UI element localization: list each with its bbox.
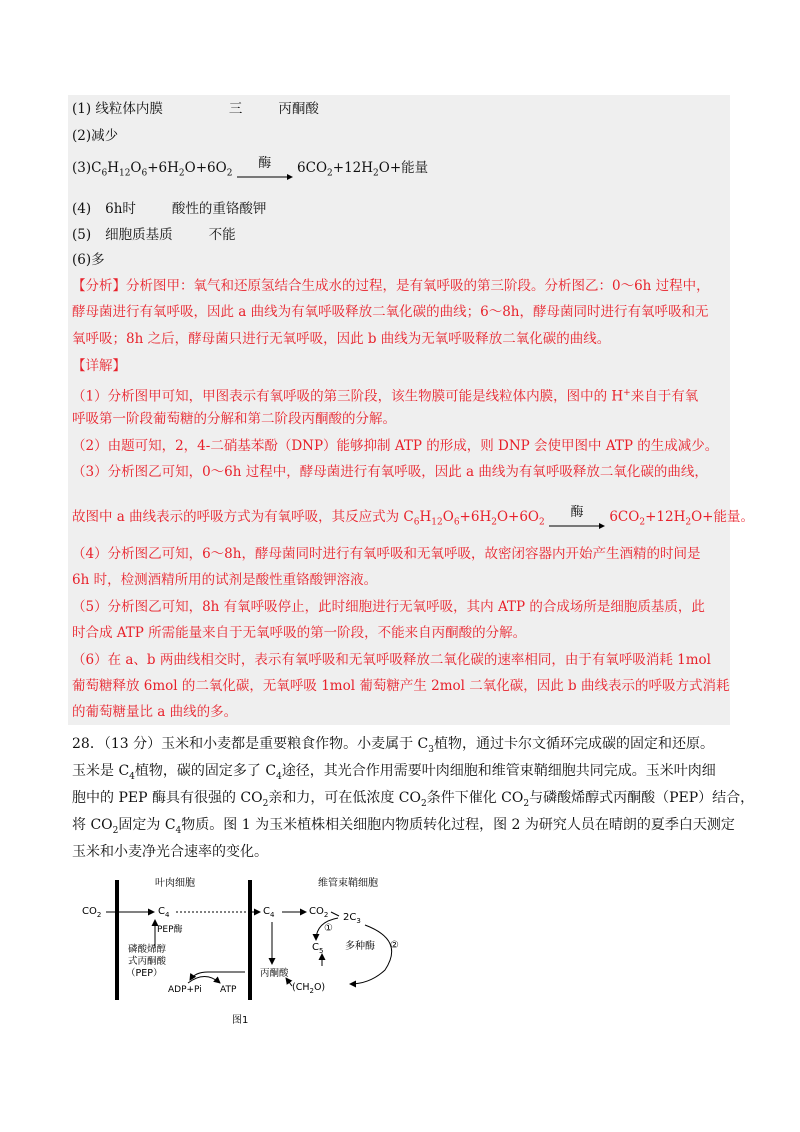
atp-label: ATP bbox=[220, 985, 237, 995]
detail-6c: 的葡萄糖量比 a 曲线的多。 bbox=[72, 704, 238, 720]
figure-caption: 图1 bbox=[232, 1015, 249, 1026]
mesophyll-cell-label: 叶肉细胞 bbox=[155, 878, 195, 889]
multi-enzyme-label: 多种酶 bbox=[345, 941, 375, 952]
detail-1a: （1）分析图甲可知，甲图表示有氧呼吸的第三阶段，该生物膜可能是线粒体内膜，图中的 H+来自于有氧 bbox=[72, 388, 699, 405]
reaction-arrow: 酶 bbox=[549, 513, 605, 533]
detail-2: （2）由题可知，2，4-二硝基苯酚（DNP）能够抑制 ATP 的形成，则 DNP 会使甲图中 ATP 的生成减少。 bbox=[72, 438, 719, 454]
pep-label-line-2: 式丙酮酸 bbox=[128, 956, 167, 967]
answer-3: $(3)C_6H_{12}O_6+6H_2O+6O_2$ 酶 $6CO_2+12H_2O+$能量 bbox=[72, 158, 428, 184]
analysis-heading: 【分析】 bbox=[72, 278, 126, 294]
question-line-2: 玉米是 $C_4$植物，碳的固定多了 $C_4$途径，其光合作用需要叶肉细胞和维管束鞘细胞共同完成。玉米叶肉细 bbox=[72, 763, 716, 782]
detail-5a: （5）分析图乙可知，8h 有氧呼吸停止，此时细胞进行无氧呼吸，其内 ATP 的合成场所是细胞质基质，此 bbox=[72, 599, 705, 615]
adp-label: ADP+Pi bbox=[168, 985, 202, 995]
detail-3b: 故图中 a 曲线表示的呼吸方式为有氧呼吸，其反应式为 $C_6H_{12}O_6+6H_2O+6O_2$ 酶 $6CO_2+12H_2O+$能量。 bbox=[72, 507, 754, 533]
c4-left-label: $C_4$ bbox=[158, 906, 170, 919]
detail-3a: （3）分析图乙可知，0～6h 过程中，酵母菌进行有氧呼吸，因此 a 曲线为有氧呼吸释放二氧化碳的曲线， bbox=[72, 464, 708, 480]
question-line-5: 玉米和小麦净光合速率的变化。 bbox=[72, 844, 268, 860]
detail-4b: 6h 时，检测酒精所用的试剂是酸性重铬酸钾溶液。 bbox=[72, 572, 378, 588]
answer-text: 丙酮酸 bbox=[278, 101, 319, 117]
sheath-cell-label: 维管束鞘细胞 bbox=[318, 878, 378, 889]
ch2o-label: $(CH_2O)$ bbox=[292, 982, 326, 995]
reaction-arrow: 酶 bbox=[237, 164, 293, 184]
c4-right-label: $C_4$ bbox=[263, 906, 275, 919]
c3-label: $2C_3$ bbox=[343, 912, 361, 925]
analysis-line-2: 酵母菌进行有氧呼吸，因此 a 曲线为有氧呼吸释放二氧化碳的曲线；6～8h，酵母菌同时进行有氧呼吸和无 bbox=[72, 304, 709, 320]
detail-4a: （4）分析图乙可知，6～8h，酵母菌同时进行有氧呼吸和无氧呼吸，故密闭容器内开始产生酒精的时间是 bbox=[72, 546, 701, 562]
pep-label-line-1: 磷酸烯醇 bbox=[128, 944, 167, 955]
analysis-line-3: 氧呼吸；8h 之后，酵母菌只进行无氧呼吸，因此 b 曲线为无氧呼吸释放二氧化碳的曲线。 bbox=[72, 331, 611, 347]
answer-num: (1) bbox=[72, 101, 92, 117]
detail-1b: 呼吸第一阶段葡萄糖的分解和第二阶段丙酮酸的分解。 bbox=[72, 411, 396, 427]
detail-6b: 葡萄糖释放 6mol 的二氧化碳，无氧呼吸 1mol 葡萄糖产生 2mol 二氧化碳，因此 b 曲线表示的呼吸方式消耗 bbox=[72, 678, 730, 694]
co2-left-label: $CO_2$ bbox=[82, 906, 102, 919]
pep-label-line-3: （PEP） bbox=[126, 968, 163, 979]
answer-1 bbox=[72, 99, 319, 119]
answer-2: (2)减少 bbox=[72, 128, 119, 144]
step-1-label: ① bbox=[324, 923, 333, 934]
answer-4: (4) 6h时 酸性的重铬酸钾 bbox=[72, 201, 267, 217]
figure-1-diagram bbox=[60, 870, 440, 1030]
answer-6: (6)多 bbox=[72, 252, 105, 268]
detail-6a: （6）在 a、b 两曲线相交时，表示有氧呼吸和无氧呼吸释放二氧化碳的速率相同，由于有氧呼吸消耗 1mol bbox=[72, 652, 711, 668]
arrow-co2-join bbox=[331, 912, 339, 916]
answer-5: (5) 细胞质基质 不能 bbox=[72, 227, 236, 243]
c5-label: $C_5$ bbox=[312, 942, 324, 955]
question-line-4: 将 $CO_2$固定为 $C_4$物质。图 1 为玉米植株相关细胞内物质转化过程，图 2 为研究人员在晴朗的夏季白天测定 bbox=[72, 817, 735, 836]
analysis-line-1: 【分析】分析图甲：氧气和还原氢结合生成水的过程，是有氧呼吸的第三阶段。分析图乙：0～6h 过程中， bbox=[72, 278, 710, 294]
arrow-atp-cycle bbox=[188, 977, 220, 984]
detail-5b: 时合成 ATP 所需能量来自于无氧呼吸的第一阶段，不能来自丙酮酸的分解。 bbox=[72, 625, 527, 641]
co2-right-label: $CO_2$ bbox=[309, 906, 329, 919]
step-2-label: ② bbox=[390, 940, 399, 951]
question-line-1: 28．（13 分）玉米和小麦都是重要粮食作物。小麦属于 $C_3$植物，通过卡尔文循环完成碳的固定和还原。 bbox=[72, 736, 714, 755]
arrow-pyruvate-to-pep bbox=[190, 972, 245, 980]
arrow-cycle-2 bbox=[350, 925, 392, 984]
pyruvate-label: 丙酮酸 bbox=[260, 968, 289, 979]
answer-text: 三 bbox=[228, 101, 243, 117]
answer-text: 线粒体内膜 bbox=[95, 101, 163, 117]
detail-heading: 【详解】 bbox=[72, 358, 126, 374]
question-line-3: 胞中的 PEP 酶具有很强的 $CO_2$亲和力，可在低浓度 $CO_2$条件下催化 $CO_2$与磷酸烯醇式丙酮酸（PEP）结合， bbox=[72, 790, 755, 809]
pep-enzyme-label: PEP酶 bbox=[157, 925, 183, 935]
